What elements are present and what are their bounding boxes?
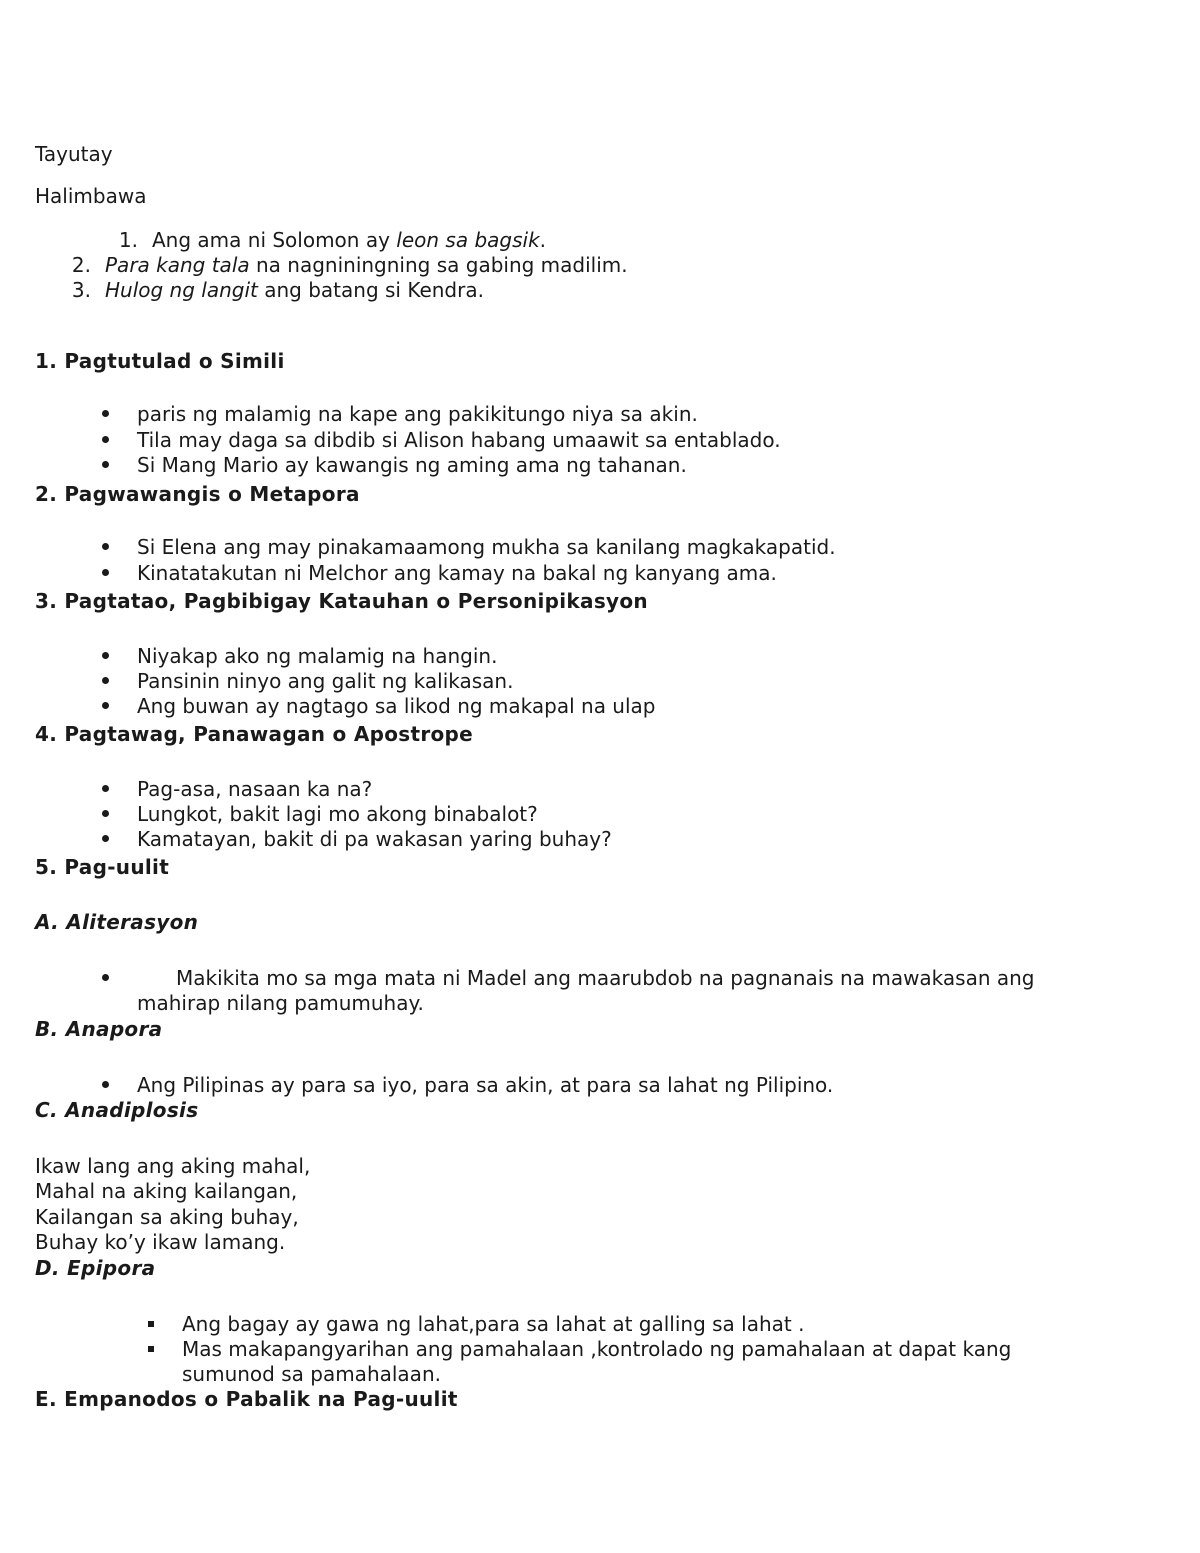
poem-line: Kailangan sa aking buhay, [35,1205,299,1229]
poem-line: Buhay ko’y ikaw lamang. [35,1230,286,1254]
square-bullet-icon [148,1321,154,1327]
list-item: Ang buwan ay nagtago sa likod ng makapal na ulap [137,694,656,718]
list-item: Kinatatakutan ni Melchor ang kamay na bakal ng kanyang ama. [137,561,777,585]
bullet-icon [102,1081,109,1088]
square-bullet-icon [148,1346,154,1352]
example-number: 2. [71,253,91,277]
example-item: Para kang tala na nagniningning sa gabing madilim. [105,253,628,277]
list-item: Si Elena ang may pinakamaamong mukha sa kanilang magkakapatid. [137,535,836,559]
list-item: Si Mang Mario ay kawangis ng aming ama ng tahanan. [137,453,687,477]
bullet-icon [102,461,109,468]
list-item: Ang bagay ay gawa ng lahat,para sa lahat at galling sa lahat . [182,1312,805,1336]
section-heading-pag-uulit: 5. Pag-uulit [35,855,170,879]
list-item: Pag-asa, nasaan ka na? [137,777,373,801]
section-heading-simili: 1. Pagtutulad o Simili [35,349,285,373]
list-item: Kamatayan, bakit di pa wakasan yaring buhay? [137,827,612,851]
example-item: Ang ama ni Solomon ay leon sa bagsik. [152,228,547,252]
list-item-continuation: sumunod sa pamahalaan. [182,1362,441,1386]
poem-line: Ikaw lang ang aking mahal, [35,1154,311,1178]
example-number: 3. [71,278,91,302]
list-item: Pansinin ninyo ang galit ng kalikasan. [137,669,514,693]
poem-line: Mahal na aking kailangan, [35,1179,298,1203]
list-item: paris ng malamig na kape ang pakikitungo niya sa akin. [137,402,698,426]
bullet-icon [102,835,109,842]
bullet-icon [102,677,109,684]
list-item: Tila may daga sa dibdib si Alison habang umaawit sa entablado. [137,428,781,452]
subsection-heading-epipora: D. Epipora [35,1256,156,1280]
bullet-icon [102,974,109,981]
list-item: Lungkot, bakit lagi mo akong binabalot? [137,802,538,826]
section-heading-metapora: 2. Pagwawangis o Metapora [35,482,360,506]
document-title: Tayutay [35,142,113,166]
bullet-icon [102,410,109,417]
list-item: Ang Pilipinas ay para sa iyo, para sa akin, at para sa lahat ng Pilipino. [137,1073,834,1097]
section-heading-personipikasyon: 3. Pagtatao, Pagbibigay Katauhan o Personipikasyon [35,589,648,613]
bullet-icon [102,785,109,792]
subsection-heading-aliterasyon: A. Aliterasyon [35,910,199,934]
bullet-icon [102,543,109,550]
list-item: Makikita mo sa mga mata ni Madel ang maarubdob na pagnanais na mawakasan ang [176,966,1035,990]
example-item: Hulog ng langit ang batang si Kendra. [105,278,484,302]
bullet-icon [102,810,109,817]
bullet-icon [102,436,109,443]
list-item-continuation: mahirap nilang pamumuhay. [137,991,424,1015]
list-item: Niyakap ako ng malamig na hangin. [137,644,498,668]
bullet-icon [102,702,109,709]
halimbawa-label: Halimbawa [35,184,147,208]
example-number: 1. [118,228,138,252]
subsection-heading-anapora: B. Anapora [35,1017,163,1041]
subsection-heading-empanodos: E. Empanodos o Pabalik na Pag-uulit [35,1387,458,1411]
section-heading-apostrope: 4. Pagtawag, Panawagan o Apostrope [35,722,474,746]
subsection-heading-anadiplosis: C. Anadiplosis [35,1098,199,1122]
bullet-icon [102,652,109,659]
list-item: Mas makapangyarihan ang pamahalaan ,kontrolado ng pamahalaan at dapat kang [182,1337,1012,1361]
bullet-icon [102,569,109,576]
